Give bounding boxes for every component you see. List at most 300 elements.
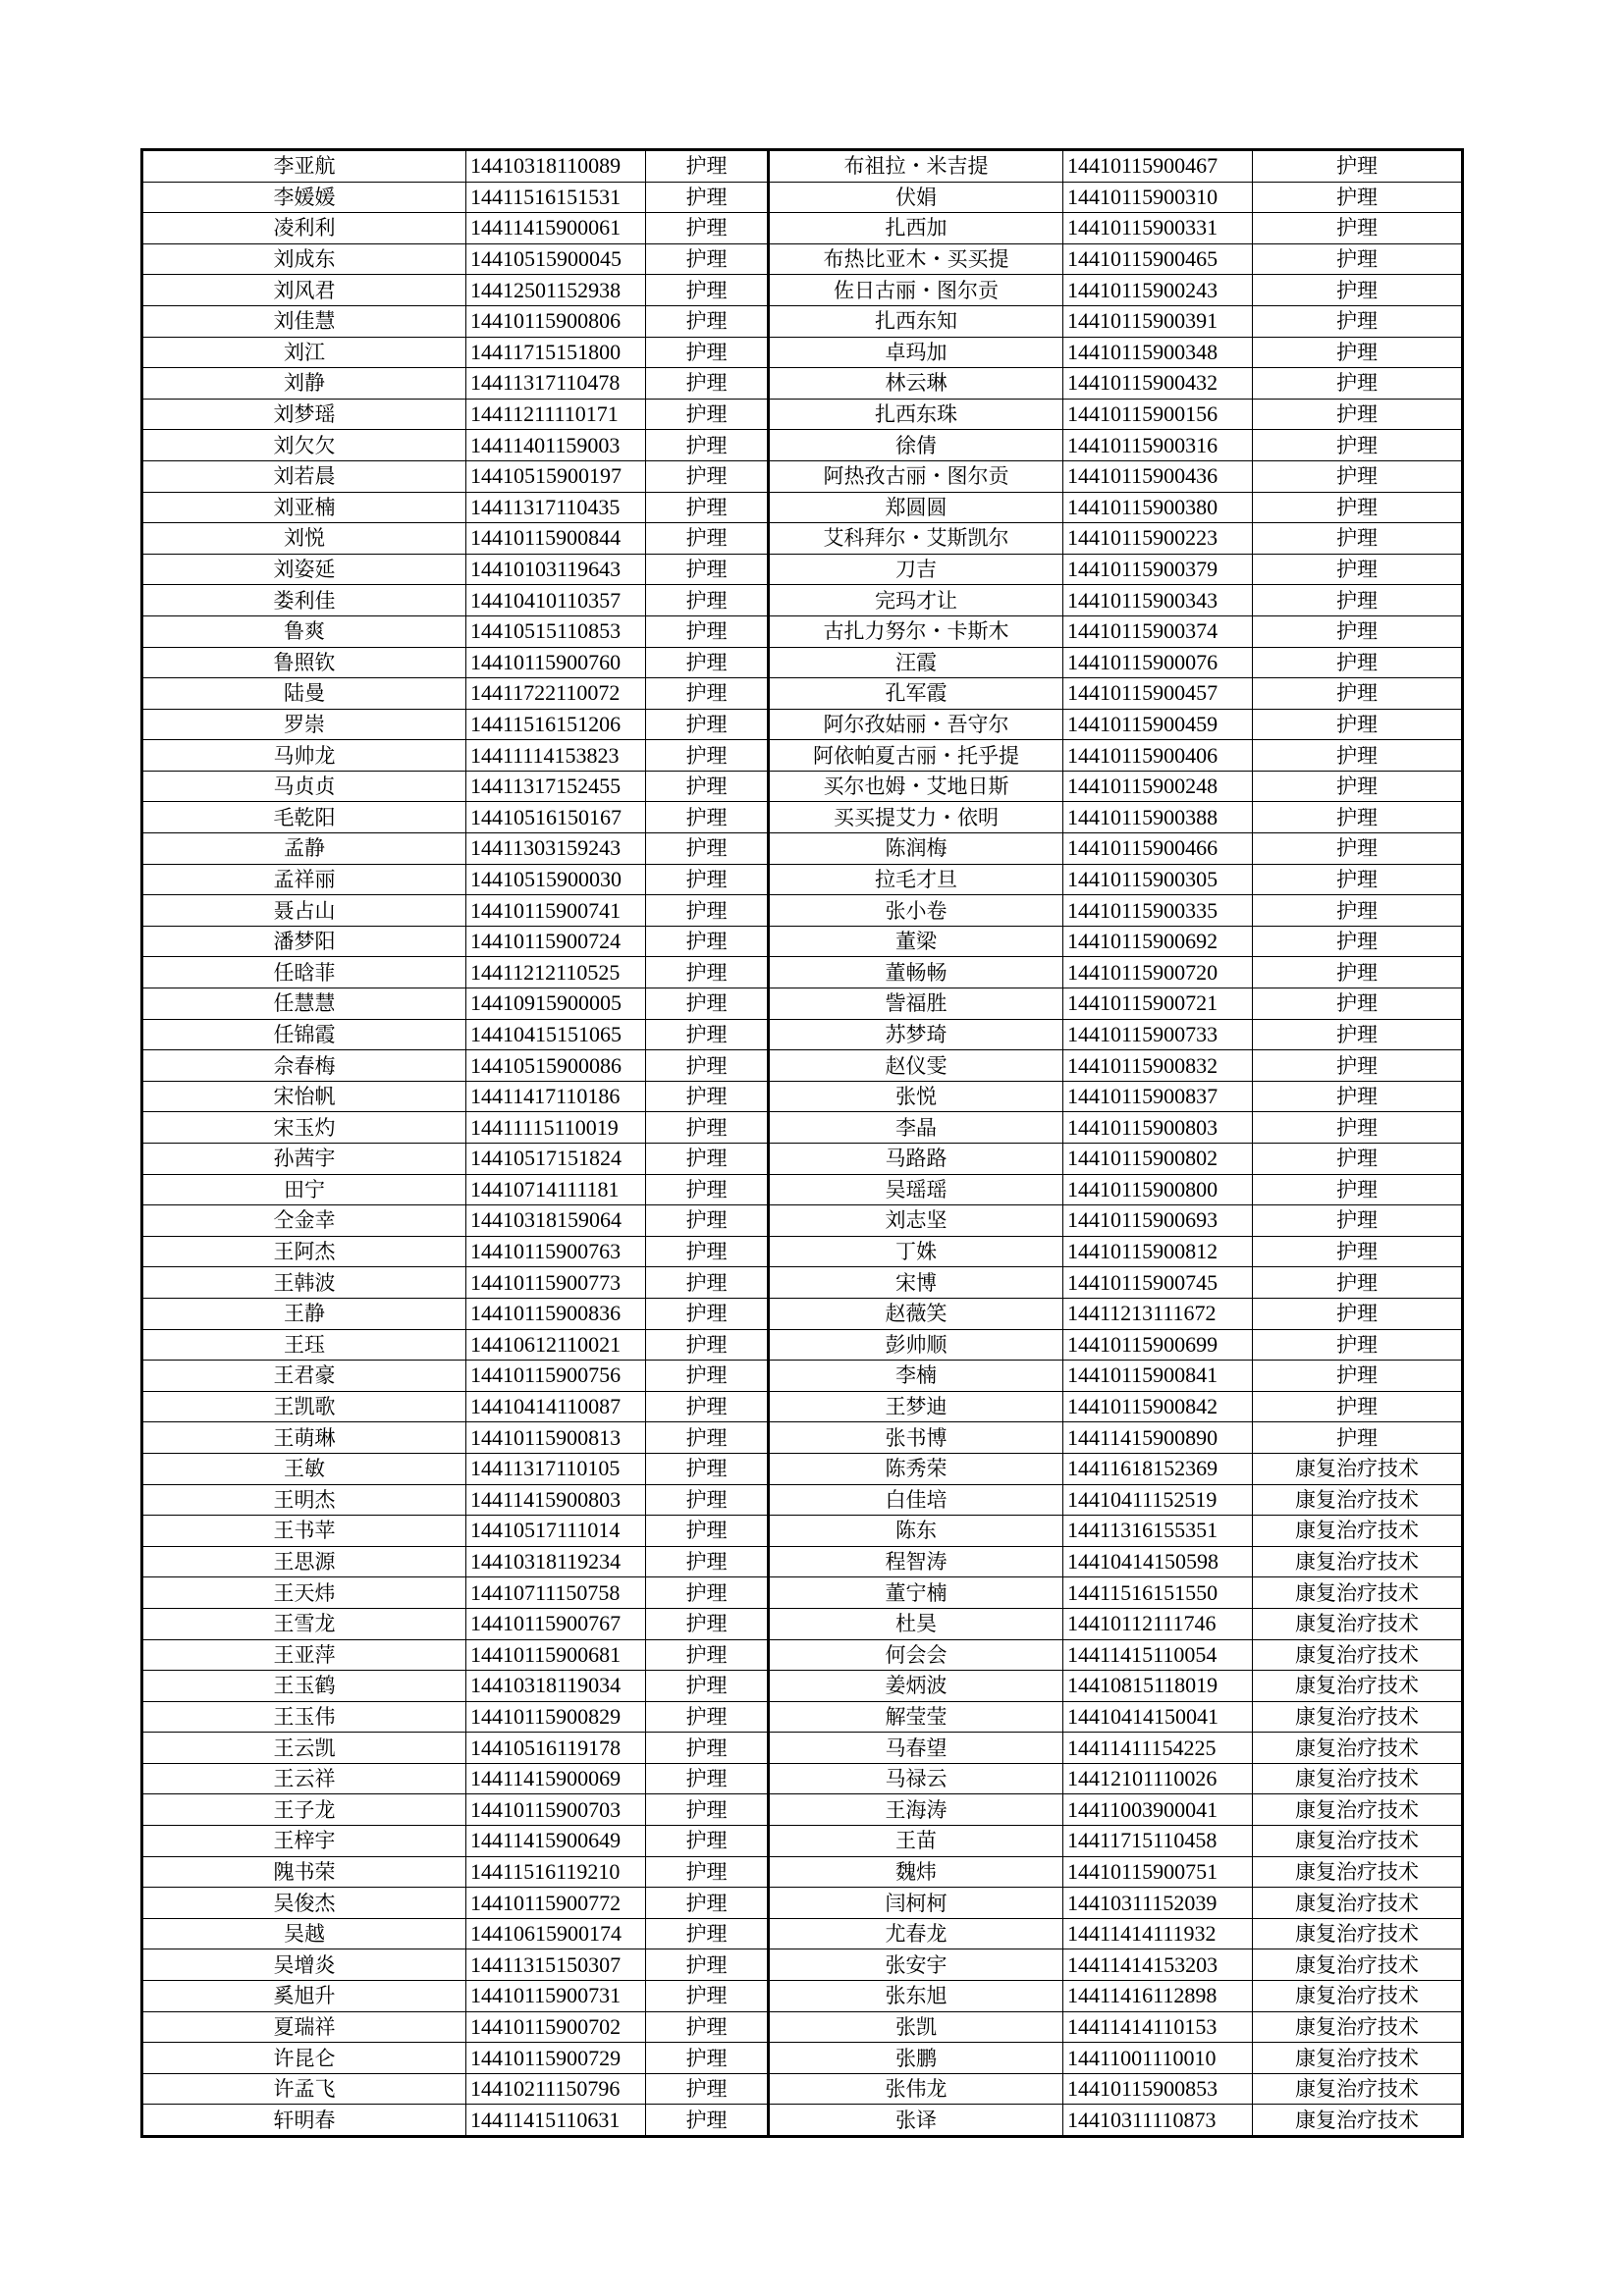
major-cell: 护理	[646, 1763, 769, 1794]
student-name-cell: 佐日古丽・图尔贡	[769, 275, 1063, 306]
student-name-cell: 阿尔孜姑丽・吾守尔	[769, 709, 1063, 740]
major-cell: 康复治疗技术	[1253, 2073, 1463, 2105]
candidate-number-cell: 14410115900803	[1063, 1112, 1253, 1144]
student-name-cell: 訾福胜	[769, 988, 1063, 1020]
major-cell: 护理	[646, 585, 769, 616]
candidate-number-cell: 14410115900391	[1063, 305, 1253, 337]
candidate-number-cell: 14410612110021	[466, 1329, 646, 1361]
major-cell: 护理	[1253, 337, 1463, 368]
student-name-cell: 王云祥	[142, 1763, 466, 1794]
major-cell: 康复治疗技术	[1253, 2011, 1463, 2043]
candidate-number-cell: 14411317110105	[466, 1453, 646, 1484]
table-row	[142, 1516, 1463, 1547]
major-cell: 护理	[646, 1856, 769, 1888]
candidate-number-cell: 14410115900767	[466, 1608, 646, 1639]
candidate-number-cell: 14410815118019	[1063, 1671, 1253, 1702]
major-cell: 康复治疗技术	[1253, 1639, 1463, 1671]
candidate-number-cell: 14411516151550	[1063, 1577, 1253, 1609]
candidate-number-cell: 14410115900343	[1063, 585, 1253, 616]
student-name-cell: 张鹏	[769, 2043, 1063, 2074]
table-row	[142, 337, 1463, 368]
major-cell: 护理	[646, 1236, 769, 1267]
major-cell: 护理	[1253, 1298, 1463, 1329]
candidate-number-cell: 14410515900045	[466, 243, 646, 275]
candidate-number-cell: 14410517151824	[466, 1144, 646, 1175]
student-name-cell: 张安宇	[769, 1949, 1063, 1981]
candidate-number-cell: 14411516151206	[466, 709, 646, 740]
student-name-cell: 孟静	[142, 833, 466, 865]
student-name-cell: 阿依帕夏古丽・托乎提	[769, 740, 1063, 772]
candidate-number-cell: 14411213111672	[1063, 1298, 1253, 1329]
major-cell: 康复治疗技术	[1253, 1794, 1463, 1826]
candidate-number-cell: 14410115900459	[1063, 709, 1253, 740]
candidate-number-cell: 14412501152938	[466, 275, 646, 306]
student-name-cell: 隗书荣	[142, 1856, 466, 1888]
student-name-cell: 王玉鹤	[142, 1671, 466, 1702]
major-cell: 护理	[1253, 1019, 1463, 1050]
table-row	[142, 1763, 1463, 1794]
student-name-cell: 王韩波	[142, 1267, 466, 1299]
major-cell: 护理	[1253, 1329, 1463, 1361]
major-cell: 康复治疗技术	[1253, 1577, 1463, 1609]
student-name-cell: 王思源	[142, 1546, 466, 1577]
candidate-number-cell: 14411715151800	[466, 337, 646, 368]
table-row	[142, 1019, 1463, 1050]
major-cell: 护理	[1253, 1174, 1463, 1205]
table-row	[142, 771, 1463, 802]
table-row	[142, 1112, 1463, 1144]
candidate-number-cell: 14410115900243	[1063, 275, 1253, 306]
student-name-cell: 扎西加	[769, 213, 1063, 244]
candidate-number-cell: 14410115900388	[1063, 802, 1253, 833]
student-name-cell: 徐倩	[769, 430, 1063, 461]
major-cell: 护理	[646, 2043, 769, 2074]
student-name-cell: 刘成东	[142, 243, 466, 275]
candidate-number-cell: 14410115900837	[1063, 1081, 1253, 1112]
major-cell: 护理	[646, 709, 769, 740]
major-cell: 护理	[646, 2105, 769, 2137]
student-name-cell: 吴越	[142, 1918, 466, 1949]
major-cell: 护理	[1253, 460, 1463, 492]
student-name-cell: 王静	[142, 1298, 466, 1329]
major-cell: 护理	[646, 895, 769, 927]
student-name-cell: 买尔也姆・艾地日斯	[769, 771, 1063, 802]
major-cell: 护理	[646, 1949, 769, 1981]
major-cell: 护理	[646, 615, 769, 647]
major-cell: 康复治疗技术	[1253, 1826, 1463, 1857]
candidate-number-cell: 14410115900681	[466, 1639, 646, 1671]
table-row	[142, 709, 1463, 740]
candidate-number-cell: 14411415110631	[466, 2105, 646, 2137]
table-row	[142, 368, 1463, 400]
major-cell: 护理	[646, 399, 769, 430]
table-row	[142, 647, 1463, 678]
candidate-number-cell: 14410714111181	[466, 1174, 646, 1205]
candidate-number-cell: 14410516150167	[466, 802, 646, 833]
student-name-cell: 王雪龙	[142, 1608, 466, 1639]
student-name-cell: 刘江	[142, 337, 466, 368]
major-cell: 护理	[1253, 709, 1463, 740]
major-cell: 护理	[646, 182, 769, 213]
student-name-cell: 赵仪雯	[769, 1050, 1063, 1082]
table-row	[142, 1671, 1463, 1702]
student-name-cell: 张悦	[769, 1081, 1063, 1112]
student-name-cell: 刘若晨	[142, 460, 466, 492]
major-cell: 护理	[1253, 1144, 1463, 1175]
candidate-number-cell: 14410115900466	[1063, 833, 1253, 865]
major-cell: 护理	[646, 771, 769, 802]
major-cell: 护理	[1253, 182, 1463, 213]
student-name-cell: 刘欠欠	[142, 430, 466, 461]
student-name-cell: 刘亚楠	[142, 492, 466, 523]
major-cell: 护理	[646, 523, 769, 555]
table-row	[142, 523, 1463, 555]
table-row	[142, 1329, 1463, 1361]
major-cell: 护理	[646, 492, 769, 523]
table-row	[142, 2073, 1463, 2105]
student-name-cell: 王玉伟	[142, 1701, 466, 1733]
candidate-number-cell: 14410411152519	[1063, 1484, 1253, 1516]
major-cell: 护理	[1253, 1205, 1463, 1237]
major-cell: 康复治疗技术	[1253, 1608, 1463, 1639]
table-row	[142, 1577, 1463, 1609]
candidate-number-cell: 14411414153203	[1063, 1949, 1253, 1981]
major-cell: 康复治疗技术	[1253, 1484, 1463, 1516]
student-name-cell: 李亚航	[142, 150, 466, 183]
student-name-cell: 董畅畅	[769, 957, 1063, 988]
candidate-number-cell: 14411414110153	[1063, 2011, 1253, 2043]
candidate-number-cell: 14410115900432	[1063, 368, 1253, 400]
student-name-cell: 潘梦阳	[142, 926, 466, 957]
major-cell: 护理	[646, 740, 769, 772]
major-cell: 护理	[646, 1484, 769, 1516]
student-name-cell: 刀吉	[769, 554, 1063, 585]
major-cell: 护理	[1253, 895, 1463, 927]
major-cell: 康复治疗技术	[1253, 1671, 1463, 1702]
major-cell: 护理	[646, 1267, 769, 1299]
major-cell: 护理	[646, 957, 769, 988]
major-cell: 护理	[646, 1733, 769, 1764]
student-name-cell: 刘风君	[142, 275, 466, 306]
table-row	[142, 1050, 1463, 1082]
student-name-cell: 杜昊	[769, 1608, 1063, 1639]
student-name-cell: 吴增炎	[142, 1949, 466, 1981]
major-cell: 护理	[1253, 150, 1463, 183]
candidate-number-cell: 14411317110478	[466, 368, 646, 400]
student-name-cell: 马禄云	[769, 1763, 1063, 1794]
candidate-number-cell: 14411722110072	[466, 678, 646, 710]
student-name-cell: 陈秀荣	[769, 1453, 1063, 1484]
major-cell: 护理	[646, 1516, 769, 1547]
candidate-number-cell: 14411303159243	[466, 833, 646, 865]
student-name-cell: 王苗	[769, 1826, 1063, 1857]
student-name-cell: 宋怡帆	[142, 1081, 466, 1112]
student-name-cell: 许昆仑	[142, 2043, 466, 2074]
candidate-number-cell: 14411114153823	[466, 740, 646, 772]
student-name-cell: 扎西东珠	[769, 399, 1063, 430]
candidate-number-cell: 14411003900041	[1063, 1794, 1253, 1826]
student-name-cell: 刘梦瑶	[142, 399, 466, 430]
student-name-cell: 王天炜	[142, 1577, 466, 1609]
student-name-cell: 李媛媛	[142, 182, 466, 213]
major-cell: 护理	[646, 1391, 769, 1422]
candidate-number-cell: 14410318119034	[466, 1671, 646, 1702]
student-name-cell: 古扎力努尔・卡斯木	[769, 615, 1063, 647]
table-row	[142, 182, 1463, 213]
major-cell: 护理	[1253, 864, 1463, 895]
candidate-number-cell: 14411316155351	[1063, 1516, 1253, 1547]
table-row	[142, 1856, 1463, 1888]
major-cell: 护理	[646, 1361, 769, 1392]
candidate-number-cell: 14411415900803	[466, 1484, 646, 1516]
major-cell: 护理	[646, 1081, 769, 1112]
major-cell: 护理	[1253, 678, 1463, 710]
candidate-number-cell: 14411715110458	[1063, 1826, 1253, 1857]
candidate-number-cell: 14410115900802	[1063, 1144, 1253, 1175]
candidate-number-cell: 14411516151531	[466, 182, 646, 213]
table-row	[142, 1794, 1463, 1826]
candidate-number-cell: 14410115900836	[466, 1298, 646, 1329]
table-row	[142, 864, 1463, 895]
candidate-number-cell: 14410115900733	[1063, 1019, 1253, 1050]
candidate-number-cell: 14410115900721	[1063, 988, 1253, 1020]
candidate-number-cell: 14410115900731	[466, 1981, 646, 2012]
table-row	[142, 895, 1463, 927]
student-name-cell: 夏瑞祥	[142, 2011, 466, 2043]
student-name-cell: 彭帅顺	[769, 1329, 1063, 1361]
major-cell: 康复治疗技术	[1253, 1949, 1463, 1981]
student-name-cell: 解莹莹	[769, 1701, 1063, 1733]
student-name-cell: 何会会	[769, 1639, 1063, 1671]
candidate-number-cell: 14410115900813	[466, 1422, 646, 1454]
candidate-number-cell: 14410115900305	[1063, 864, 1253, 895]
student-name-cell: 孟祥丽	[142, 864, 466, 895]
table-row	[142, 2043, 1463, 2074]
student-name-cell: 刘姿延	[142, 554, 466, 585]
student-name-cell: 卓玛加	[769, 337, 1063, 368]
major-cell: 护理	[646, 1639, 769, 1671]
major-cell: 护理	[646, 1112, 769, 1144]
major-cell: 护理	[646, 864, 769, 895]
candidate-number-cell: 14410711150758	[466, 1577, 646, 1609]
table-row	[142, 585, 1463, 616]
student-name-cell: 汪霞	[769, 647, 1063, 678]
candidate-number-cell: 14410115900812	[1063, 1236, 1253, 1267]
student-name-cell: 买买提艾力・依明	[769, 802, 1063, 833]
student-name-cell: 宋玉灼	[142, 1112, 466, 1144]
table-row	[142, 2105, 1463, 2137]
student-name-cell: 王梦迪	[769, 1391, 1063, 1422]
student-name-cell: 任慧慧	[142, 988, 466, 1020]
major-cell: 护理	[646, 1298, 769, 1329]
candidate-number-cell: 14410410110357	[466, 585, 646, 616]
student-name-cell: 陈润梅	[769, 833, 1063, 865]
major-cell: 护理	[1253, 1422, 1463, 1454]
major-cell: 护理	[1253, 1081, 1463, 1112]
student-name-cell: 鲁照钦	[142, 647, 466, 678]
candidate-number-cell: 14410318110089	[466, 150, 646, 183]
candidate-number-cell: 14410115900760	[466, 647, 646, 678]
table-row	[142, 1144, 1463, 1175]
student-name-cell: 王明杰	[142, 1484, 466, 1516]
table-row	[142, 1174, 1463, 1205]
major-cell: 护理	[646, 305, 769, 337]
major-cell: 康复治疗技术	[1253, 2043, 1463, 2074]
major-cell: 康复治疗技术	[1253, 2105, 1463, 2137]
candidate-number-cell: 14410115900379	[1063, 554, 1253, 585]
candidate-number-cell: 14410115900316	[1063, 430, 1253, 461]
table-row	[142, 1361, 1463, 1392]
candidate-number-cell: 14411414111932	[1063, 1918, 1253, 1949]
major-cell: 护理	[646, 2011, 769, 2043]
major-cell: 护理	[1253, 926, 1463, 957]
candidate-number-cell: 14410515900086	[466, 1050, 646, 1082]
table-row	[142, 833, 1463, 865]
candidate-number-cell: 14410115900800	[1063, 1174, 1253, 1205]
major-cell: 护理	[1253, 585, 1463, 616]
student-name-cell: 陈东	[769, 1516, 1063, 1547]
table-row	[142, 492, 1463, 523]
candidate-number-cell: 14411415110054	[1063, 1639, 1253, 1671]
major-cell: 护理	[646, 1546, 769, 1577]
major-cell: 护理	[1253, 368, 1463, 400]
candidate-number-cell: 14410115900829	[466, 1701, 646, 1733]
major-cell: 护理	[646, 833, 769, 865]
student-name-cell: 吴瑶瑶	[769, 1174, 1063, 1205]
major-cell: 护理	[1253, 1050, 1463, 1082]
candidate-number-cell: 14410311152039	[1063, 1888, 1253, 1919]
table-row	[142, 150, 1463, 183]
student-name-cell: 董梁	[769, 926, 1063, 957]
table-row	[142, 615, 1463, 647]
student-name-cell: 马贞贞	[142, 771, 466, 802]
candidate-number-cell: 14410115900406	[1063, 740, 1253, 772]
student-name-cell: 阿热孜古丽・图尔贡	[769, 460, 1063, 492]
major-cell: 护理	[646, 1174, 769, 1205]
candidate-number-cell: 14410115900692	[1063, 926, 1253, 957]
major-cell: 护理	[646, 1205, 769, 1237]
candidate-number-cell: 14411317152455	[466, 771, 646, 802]
student-name-cell: 刘志坚	[769, 1205, 1063, 1237]
major-cell: 护理	[646, 1329, 769, 1361]
candidate-number-cell: 14410115900720	[1063, 957, 1253, 988]
candidate-number-cell: 14410115900348	[1063, 337, 1253, 368]
candidate-number-cell: 14411401159003	[466, 430, 646, 461]
student-name-cell: 娄利佳	[142, 585, 466, 616]
candidate-number-cell: 14410112111746	[1063, 1608, 1253, 1639]
major-cell: 护理	[646, 1888, 769, 1919]
major-cell: 护理	[1253, 1236, 1463, 1267]
major-cell: 护理	[1253, 399, 1463, 430]
student-name-cell: 马帅龙	[142, 740, 466, 772]
student-name-cell: 张书博	[769, 1422, 1063, 1454]
major-cell: 护理	[1253, 740, 1463, 772]
major-cell: 护理	[646, 430, 769, 461]
candidate-number-cell: 14410115900465	[1063, 243, 1253, 275]
candidate-number-cell: 14410414150598	[1063, 1546, 1253, 1577]
candidate-number-cell: 14410115900844	[466, 523, 646, 555]
table-row	[142, 1484, 1463, 1516]
table-row	[142, 1701, 1463, 1733]
student-name-cell: 尤春龙	[769, 1918, 1063, 1949]
candidate-number-cell: 14410115900156	[1063, 399, 1253, 430]
major-cell: 护理	[1253, 1391, 1463, 1422]
student-name-cell: 吴俊杰	[142, 1888, 466, 1919]
major-cell: 护理	[646, 678, 769, 710]
candidate-number-cell: 14410115900703	[466, 1794, 646, 1826]
candidate-number-cell: 14410115900699	[1063, 1329, 1253, 1361]
table-row	[142, 1205, 1463, 1237]
student-name-cell: 张译	[769, 2105, 1063, 2137]
table-row	[142, 1981, 1463, 2012]
candidate-number-cell: 14410115900436	[1063, 460, 1253, 492]
major-cell: 护理	[1253, 615, 1463, 647]
student-name-cell: 王阿杰	[142, 1236, 466, 1267]
major-cell: 护理	[646, 1981, 769, 2012]
candidate-number-cell: 14410115900729	[466, 2043, 646, 2074]
student-name-cell: 程智涛	[769, 1546, 1063, 1577]
candidate-number-cell: 14410515900030	[466, 864, 646, 895]
candidate-number-cell: 14410915900005	[466, 988, 646, 1020]
candidate-number-cell: 14410115900745	[1063, 1267, 1253, 1299]
candidate-number-cell: 14411415900649	[466, 1826, 646, 1857]
student-name-cell: 扎西东知	[769, 305, 1063, 337]
student-name-cell: 田宁	[142, 1174, 466, 1205]
table-row	[142, 430, 1463, 461]
major-cell: 护理	[1253, 647, 1463, 678]
student-name-cell: 马路路	[769, 1144, 1063, 1175]
student-name-cell: 佘春梅	[142, 1050, 466, 1082]
major-cell: 护理	[646, 1918, 769, 1949]
major-cell: 护理	[646, 1422, 769, 1454]
student-name-cell: 姜炳波	[769, 1671, 1063, 1702]
student-name-cell: 艾科拜尔・艾斯凯尔	[769, 523, 1063, 555]
major-cell: 护理	[646, 1701, 769, 1733]
student-name-cell: 陆曼	[142, 678, 466, 710]
major-cell: 护理	[646, 554, 769, 585]
candidate-number-cell: 14410115900248	[1063, 771, 1253, 802]
candidate-number-cell: 14410115900751	[1063, 1856, 1253, 1888]
major-cell: 护理	[1253, 771, 1463, 802]
candidate-number-cell: 14411212110525	[466, 957, 646, 988]
candidate-number-cell: 14411416112898	[1063, 1981, 1253, 2012]
candidate-number-cell: 14410318159064	[466, 1205, 646, 1237]
student-name-cell: 王云凯	[142, 1733, 466, 1764]
student-name-cell: 孔军霞	[769, 678, 1063, 710]
table-row	[142, 243, 1463, 275]
major-cell: 护理	[1253, 1267, 1463, 1299]
candidate-number-cell: 14411516119210	[466, 1856, 646, 1888]
major-cell: 护理	[646, 150, 769, 183]
candidate-number-cell: 14410311110873	[1063, 2105, 1253, 2137]
student-name-cell: 奚旭升	[142, 1981, 466, 2012]
candidate-number-cell: 14410115900467	[1063, 150, 1253, 183]
major-cell: 护理	[646, 1577, 769, 1609]
candidate-number-cell: 14411417110186	[466, 1081, 646, 1112]
candidate-number-cell: 14412101110026	[1063, 1763, 1253, 1794]
major-cell: 护理	[646, 275, 769, 306]
major-cell: 康复治疗技术	[1253, 1516, 1463, 1547]
student-name-cell: 刘静	[142, 368, 466, 400]
table-row	[142, 1453, 1463, 1484]
student-name-cell: 鲁爽	[142, 615, 466, 647]
major-cell: 康复治疗技术	[1253, 1763, 1463, 1794]
candidate-number-cell: 14410115900693	[1063, 1205, 1253, 1237]
major-cell: 护理	[646, 460, 769, 492]
table-row	[142, 460, 1463, 492]
student-name-cell: 张小卷	[769, 895, 1063, 927]
student-name-cell: 张凯	[769, 2011, 1063, 2043]
